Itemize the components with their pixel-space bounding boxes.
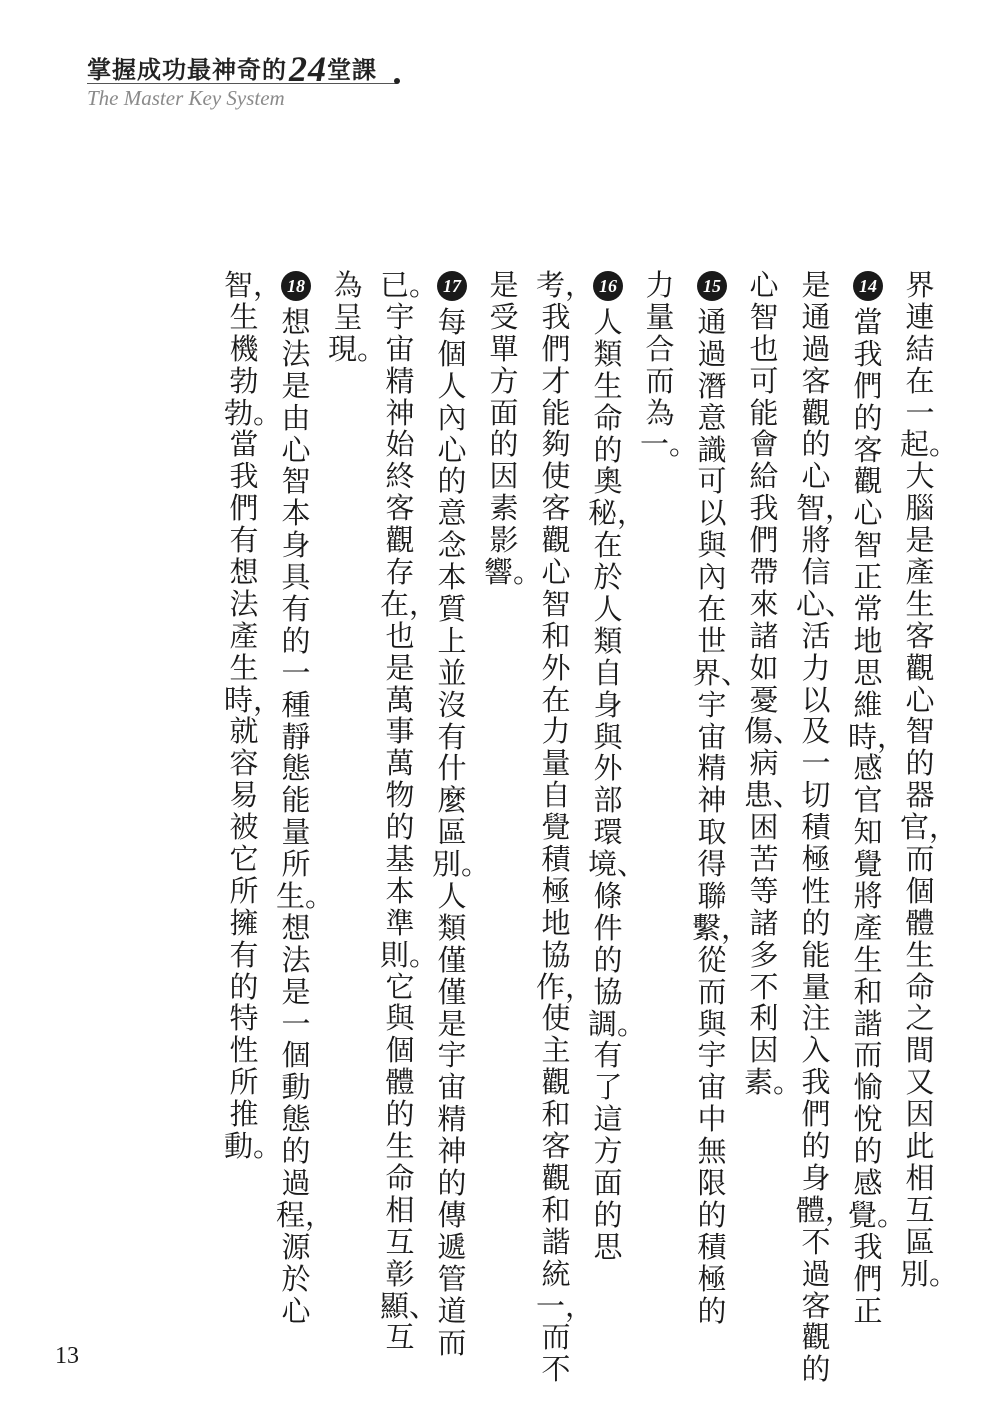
text-column (640, 268, 699, 462)
column-text: 是通過客觀的心智，將信心、活力以及一切積極性的能量注入我們的身體，不過客觀的 (796, 268, 855, 1387)
column-text: 當我們的客觀心智正常地思維時，感官知覺將產生和諧而愉悅的感覺。我們正 (848, 305, 907, 1328)
column-text: 考，我們才能夠使客觀心智和外在力量自覺積極地協作，使主觀和客觀和諧統一，而不 (536, 268, 595, 1387)
page-number: 13 (55, 1343, 79, 1369)
paragraph-number-badge: 14 (853, 271, 883, 301)
text-column (848, 270, 907, 1328)
column-text: 已。宇宙精神始終客觀存在，也是萬事萬物的基本準則。它與個體的生命相互彰顯、互 (380, 268, 439, 1355)
column-text: 通過潛意識可以與內在世界、宇宙精神取得聯繫，從而與宇宙中無限的積極的 (692, 305, 751, 1328)
header-title-number: 24 (289, 49, 327, 89)
body-text (224, 268, 959, 1387)
column-text: 智，生機勃勃。當我們有想法產生時，就容易被它所擁有的特性所推動。 (224, 268, 283, 1164)
column-text: 心智也可能會給我們帶來諸如憂傷、病患、困苦等諸多不利因素。 (744, 268, 803, 1100)
column-text: 人類生命的奧秘，在於人類自身與外部環境、條件的協調。有了這方面的思 (588, 305, 647, 1264)
running-header-subtitle: The Master Key System (87, 86, 285, 110)
header-title-text: 掌握成功最神奇的 (87, 55, 287, 84)
text-column (432, 270, 491, 1360)
text-column (536, 268, 595, 1387)
column-text: 界連結在一起。大腦是產生客觀心智的器官，而個體生命之間又因此相互區別。 (900, 268, 959, 1291)
text-column (484, 268, 543, 590)
header-title-suffix: 堂課 (327, 55, 377, 84)
paragraph-number-badge: 18 (281, 271, 311, 301)
text-column (900, 268, 959, 1291)
column-text: 想法是由心智本身具有的一種靜態能量所生。想法是一個動態的過程，源於心 (276, 305, 335, 1328)
header-dot (394, 78, 400, 84)
text-column (328, 268, 387, 366)
paragraph-number-badge: 17 (437, 271, 467, 301)
column-text: 力量合而為一。 (640, 268, 699, 462)
text-column (224, 268, 283, 1164)
column-text: 是受單方面的因素影響。 (484, 268, 543, 590)
paragraph-number-badge: 16 (593, 271, 623, 301)
text-column (380, 268, 439, 1355)
paragraph-number-badge: 15 (697, 271, 727, 301)
column-text: 每個人內心的意念本質上並沒有什麼區別。人類僅僅是宇宙精神的傳遞管道而 (432, 305, 491, 1360)
text-column (588, 270, 647, 1264)
text-column (796, 268, 855, 1387)
column-text: 為呈現。 (328, 268, 387, 366)
header-rule (87, 83, 397, 84)
